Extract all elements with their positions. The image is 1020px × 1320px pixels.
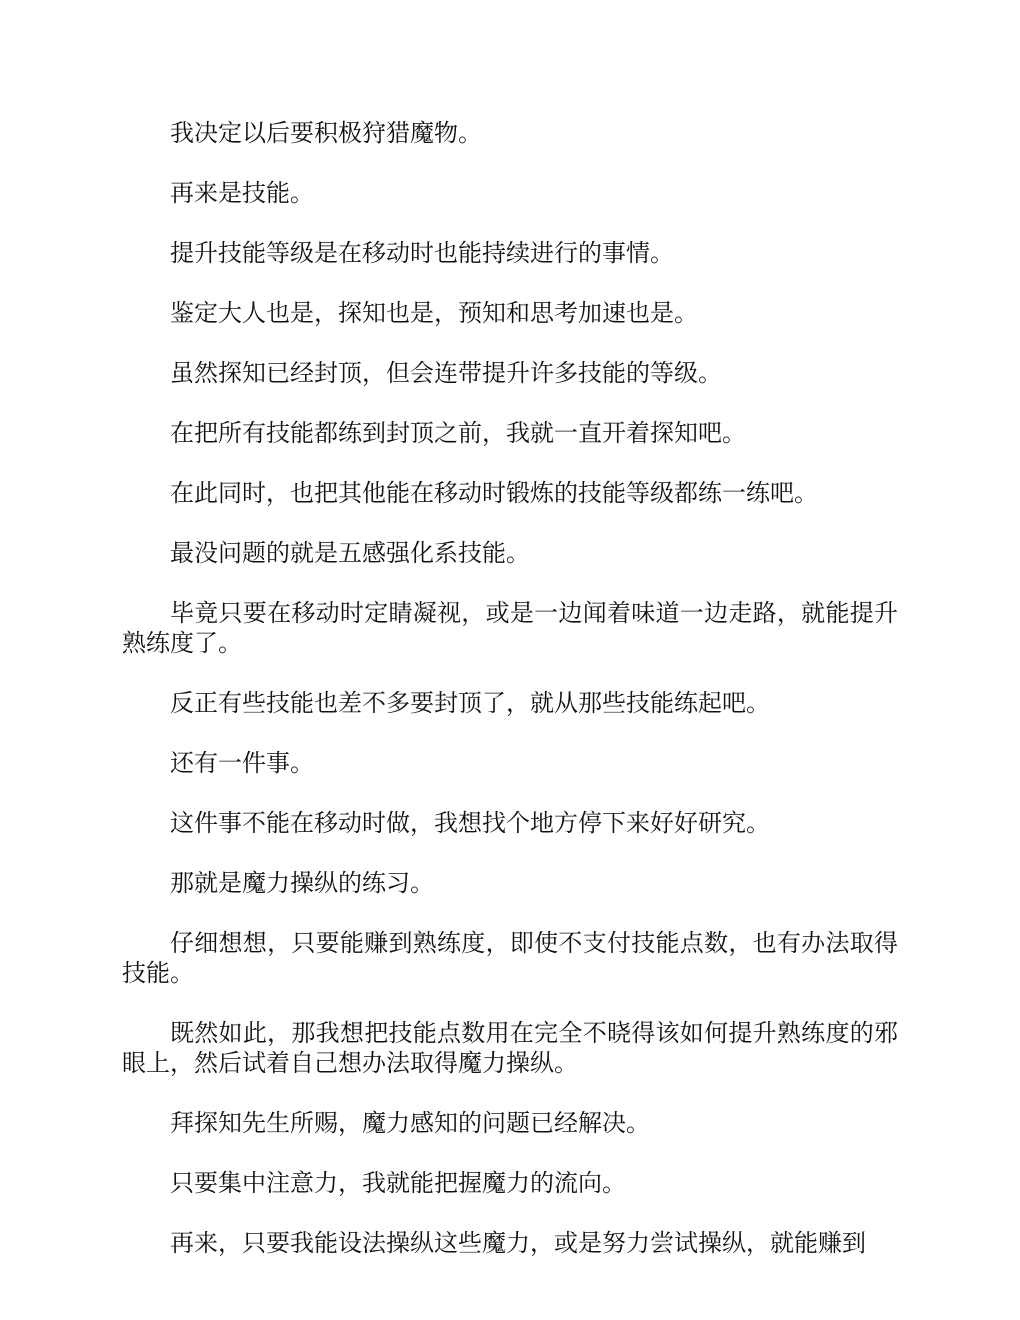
paragraph: 再来，只要我能设法操纵这些魔力，或是努力尝试操纵，就能赚到: [170, 1229, 866, 1257]
paragraph: 在把所有技能都练到封顶之前，我就一直开着探知吧。: [170, 419, 746, 447]
paragraph: 再来是技能。: [170, 179, 314, 207]
paragraph: 拜探知先生所赐，魔力感知的问题已经解决。: [170, 1109, 650, 1137]
paragraph: 鉴定大人也是，探知也是，预知和思考加速也是。: [170, 299, 698, 327]
paragraph: 只要集中注意力，我就能把握魔力的流向。: [170, 1169, 626, 1197]
paragraph: 那就是魔力操纵的练习。: [170, 869, 434, 897]
paragraph: 毕竟只要在移动时定睛凝视，或是一边闻着味道一边走路，就能提升熟练度了。: [122, 599, 898, 657]
text-body: [122, 118, 898, 1288]
paragraph: 在此同时，也把其他能在移动时锻炼的技能等级都练一练吧。: [170, 479, 818, 507]
paragraph: 仔细想想，只要能赚到熟练度，即使不支付技能点数，也有办法取得技能。: [122, 929, 898, 987]
paragraph: 这件事不能在移动时做，我想找个地方停下来好好研究。: [170, 809, 770, 837]
paragraph: 既然如此，那我想把技能点数用在完全不晓得该如何提升熟练度的邪眼上，然后试着自己想办法取得魔力操纵。: [122, 1019, 898, 1077]
paragraph: 反正有些技能也差不多要封顶了，就从那些技能练起吧。: [170, 689, 770, 717]
paragraph: 最没问题的就是五感强化系技能。: [170, 539, 530, 567]
paragraph: 还有一件事。: [170, 749, 314, 777]
paragraph: 虽然探知已经封顶，但会连带提升许多技能的等级。: [170, 359, 722, 387]
paragraph: 提升技能等级是在移动时也能持续进行的事情。: [170, 239, 674, 267]
paragraph: 我决定以后要积极狩猎魔物。: [170, 119, 482, 147]
